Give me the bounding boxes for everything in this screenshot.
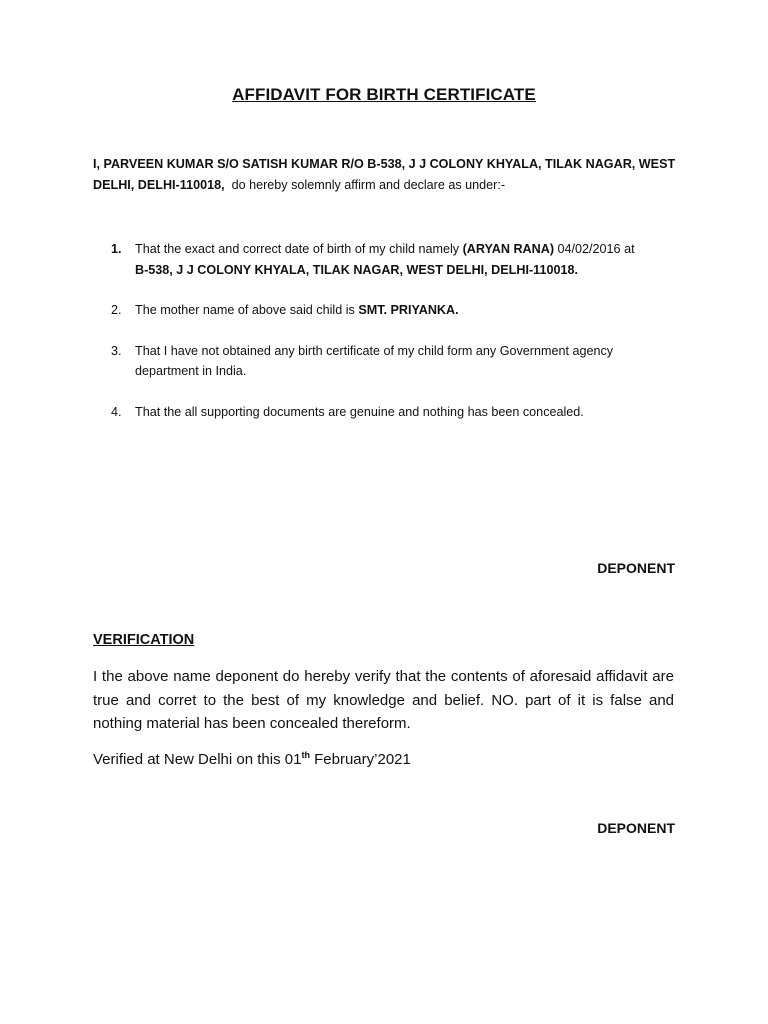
deponent-identity: I, PARVEEN KUMAR S/O SATISH KUMAR R/O B-538, J J COLONY KHYALA, TILAK NAGAR, WEST DELHI, DELHI-110018, [93, 157, 676, 192]
list-item-number: 3. [111, 343, 122, 358]
list-item-text: The mother name of above said child is [135, 303, 355, 317]
verified-prefix: Verified at New Delhi on this 01 [93, 751, 302, 768]
verified-suffix: February’2021 [309, 751, 411, 768]
list-item [93, 239, 653, 280]
list-item [93, 402, 653, 423]
list-item [93, 300, 653, 321]
declaration-list [93, 239, 653, 442]
verified-ordinal: th [301, 750, 310, 760]
deponent-signature-label: DEPONENT [597, 560, 675, 576]
birth-date: 04/02/2016 [557, 242, 621, 256]
verified-date-line [93, 751, 411, 768]
list-item-text: at [624, 242, 635, 256]
intro-paragraph [93, 154, 683, 196]
document-title: AFFIDAVIT FOR BIRTH CERTIFICATE [232, 85, 536, 104]
list-item-text: That the all supporting documents are genuine and nothing has been concealed. [135, 404, 584, 419]
list-item-text: That I have not obtained any birth certificate of my child form any Government agency department in India. [135, 343, 614, 378]
list-item [93, 341, 653, 382]
verification-heading: VERIFICATION [93, 632, 195, 648]
list-item-number: 1. [111, 242, 122, 256]
intro-declaration: do hereby solemnly affirm and declare as under:- [231, 178, 506, 192]
child-name: (ARYAN RANA) [462, 242, 555, 256]
list-item-number: 4. [111, 404, 122, 419]
birth-address: B-538, J J COLONY KHYALA, TILAK NAGAR, WEST DELHI, DELHI-110018. [135, 262, 578, 277]
deponent-signature-label-2: DEPONENT [597, 820, 675, 836]
verification-body: I the above name deponent do hereby verify that the contents of aforesaid affidavit are true and corret to the best of my knowledge and belief. NO. part of it is false and nothing material has been concealed thereform. [93, 668, 674, 732]
list-item-text: That the exact and correct date of birth of my child namely [135, 242, 460, 256]
mother-name: SMT. PRIYANKA. [358, 303, 459, 317]
list-item-number: 2. [111, 303, 122, 317]
